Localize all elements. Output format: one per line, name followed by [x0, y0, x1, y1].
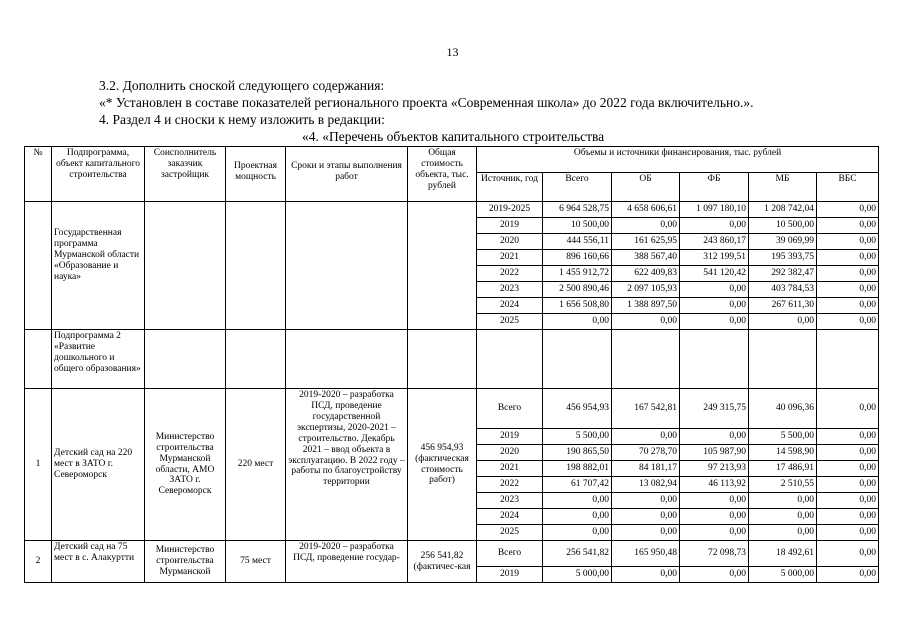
cell-amount: 541 120,42: [680, 266, 749, 282]
cell-amount: 0,00: [612, 493, 680, 509]
cell-amount: 167 542,81: [612, 389, 680, 429]
cell-amount: 0,00: [680, 509, 749, 525]
cell-amount: 0,00: [817, 567, 879, 583]
cell-amount: 39 069,99: [749, 234, 817, 250]
cell-amount: 403 784,53: [749, 282, 817, 298]
cell-empty: [226, 330, 286, 389]
cell-amount: 0,00: [543, 509, 612, 525]
cell-amount: 0,00: [680, 525, 749, 541]
cell-amount: 0,00: [680, 218, 749, 234]
cell-source-year: 2023: [477, 282, 543, 298]
cell-source-year: 2025: [477, 314, 543, 330]
cell-amount: 17 486,91: [749, 461, 817, 477]
cell-amount: 0,00: [749, 314, 817, 330]
cell-amount: 5 500,00: [543, 429, 612, 445]
cell-amount: 165 950,48: [612, 541, 680, 567]
cell-capacity: 220 мест: [226, 389, 286, 541]
cell-amount: 0,00: [817, 234, 879, 250]
cell-amount: 292 382,47: [749, 266, 817, 282]
cell-amount: 2 500 890,46: [543, 282, 612, 298]
cell-empty: [817, 330, 879, 389]
cell-amount: 456 954,93: [543, 389, 612, 429]
cell-amount: 0,00: [817, 525, 879, 541]
cell-amount: 195 393,75: [749, 250, 817, 266]
cell-source-year: 2023: [477, 493, 543, 509]
cell-terms: 2019-2020 – разработка ПСД, проведение государ-: [286, 541, 408, 583]
cell-source-year: 2024: [477, 509, 543, 525]
cell-amount: 0,00: [680, 298, 749, 314]
cell-amount: 10 500,00: [749, 218, 817, 234]
cell-amount: 0,00: [612, 509, 680, 525]
cell-amount: 0,00: [680, 493, 749, 509]
cell-amount: 0,00: [543, 493, 612, 509]
col-header-all: Всего: [543, 173, 612, 202]
cell-empty: [543, 330, 612, 389]
cell-amount: 10 500,00: [543, 218, 612, 234]
cell-empty: [286, 330, 408, 389]
cell-amount: 0,00: [817, 314, 879, 330]
cell-amount: 0,00: [612, 314, 680, 330]
cell-amount: 0,00: [612, 525, 680, 541]
cell-source-year: 2020: [477, 234, 543, 250]
cell-source-year: 2019-2025: [477, 202, 543, 218]
table-row: [25, 202, 879, 218]
cell-amount: 61 707,42: [543, 477, 612, 493]
cell-num: [25, 330, 52, 389]
cell-empty: [612, 330, 680, 389]
cell-amount: 0,00: [817, 541, 879, 567]
cell-amount: 0,00: [749, 525, 817, 541]
cell-total: 456 954,93 (фактическая стоимость работ): [408, 389, 477, 541]
cell-amount: 40 096,36: [749, 389, 817, 429]
cell-amount: 0,00: [680, 567, 749, 583]
cell-amount: 1 388 897,50: [612, 298, 680, 314]
cell-empty: [145, 330, 226, 389]
capital-construction-table: [24, 146, 879, 583]
paragraph-footnote: «* Установлен в составе показателей регионального проекта «Современная школа» до 2022 года включительно.».: [99, 95, 754, 110]
cell-amount: 0,00: [543, 525, 612, 541]
cell-amount: 70 278,70: [612, 445, 680, 461]
cell-source-year: 2020: [477, 445, 543, 461]
cell-num: [25, 202, 52, 330]
cell-amount: 1 455 912,72: [543, 266, 612, 282]
cell-amount: 896 160,66: [543, 250, 612, 266]
cell-amount: 0,00: [612, 567, 680, 583]
paragraph-4: 4. Раздел 4 и сноски к нему изложить в редакции:: [99, 112, 385, 127]
header-row: [25, 147, 879, 173]
cell-empty: [408, 330, 477, 389]
cell-amount: 0,00: [817, 461, 879, 477]
cell-amount: 0,00: [817, 266, 879, 282]
page-number: 13: [446, 45, 459, 59]
col-header-subprogram: Подпрограмма, объект капитального строительства: [52, 147, 145, 202]
col-header-vbs: ВБС: [817, 173, 879, 202]
col-header-total: Общая стоимость объекта, тыс. рублей: [408, 147, 477, 202]
cell-amount: 0,00: [680, 314, 749, 330]
cell-amount: 46 113,92: [680, 477, 749, 493]
cell-terms: [286, 202, 408, 330]
cell-amount: 0,00: [817, 445, 879, 461]
cell-source-year: 2019: [477, 567, 543, 583]
cell-amount: 0,00: [543, 314, 612, 330]
cell-amount: 2 097 105,93: [612, 282, 680, 298]
cell-source-year: 2025: [477, 525, 543, 541]
section-title: «4. «Перечень объектов капитального строительства: [302, 129, 605, 144]
cell-amount: 0,00: [817, 250, 879, 266]
cell-amount: 0,00: [817, 389, 879, 429]
cell-total: [408, 202, 477, 330]
cell-amount: 0,00: [680, 429, 749, 445]
cell-terms: 2019-2020 – разработка ПСД, проведение государственной экспертизы, 2020-2021 – строительство. Декабрь 2021 – ввод объекта в эксплуатацию. В 2022 году – работы по благоустройству территории: [286, 389, 408, 541]
cell-amount: 444 556,11: [543, 234, 612, 250]
cell-amount: 13 082,94: [612, 477, 680, 493]
cell-amount: 105 987,90: [680, 445, 749, 461]
col-header-mb: МБ: [749, 173, 817, 202]
cell-amount: 5 000,00: [749, 567, 817, 583]
cell-amount: 6 964 528,75: [543, 202, 612, 218]
cell-amount: 256 541,82: [543, 541, 612, 567]
cell-amount: 0,00: [817, 282, 879, 298]
cell-executor: Министерство строительства Мурманской области, АМО ЗАТО г. Североморск: [145, 389, 226, 541]
cell-name: Детский сад на 220 мест в ЗАТО г. Североморск: [52, 389, 145, 541]
cell-amount: 249 315,75: [680, 389, 749, 429]
cell-num: 2: [25, 541, 52, 583]
cell-source-year: 2024: [477, 298, 543, 314]
cell-amount: 5 000,00: [543, 567, 612, 583]
cell-amount: 0,00: [817, 202, 879, 218]
cell-amount: 0,00: [817, 477, 879, 493]
col-header-source: Источник, год: [477, 173, 543, 202]
col-header-ob: ОБ: [612, 173, 680, 202]
cell-amount: 4 658 606,61: [612, 202, 680, 218]
cell-amount: 0,00: [749, 509, 817, 525]
cell-amount: 5 500,00: [749, 429, 817, 445]
cell-amount: 190 865,50: [543, 445, 612, 461]
paragraph-3-2: 3.2. Дополнить сноской следующего содержания:: [99, 78, 385, 93]
cell-amount: 0,00: [817, 493, 879, 509]
cell-amount: 161 625,95: [612, 234, 680, 250]
cell-name: Подпрограмма 2 «Развитие дошкольного и общего образования»: [52, 330, 145, 389]
cell-empty: [680, 330, 749, 389]
cell-amount: 388 567,40: [612, 250, 680, 266]
cell-name: Государственная программа Мурманской области «Образование и наука»: [52, 202, 145, 330]
cell-amount: 72 098,73: [680, 541, 749, 567]
cell-amount: 0,00: [817, 218, 879, 234]
cell-source-year: 2022: [477, 477, 543, 493]
col-header-terms: Сроки и этапы выполнения работ: [286, 147, 408, 202]
cell-amount: 18 492,61: [749, 541, 817, 567]
cell-source-year: 2021: [477, 250, 543, 266]
cell-amount: 97 213,93: [680, 461, 749, 477]
col-header-fb: ФБ: [680, 173, 749, 202]
table-row: [25, 330, 879, 389]
cell-amount: 622 409,83: [612, 266, 680, 282]
cell-executor: Министерство строительства Мурманской: [145, 541, 226, 583]
cell-source-year: 2019: [477, 218, 543, 234]
cell-amount: 0,00: [680, 282, 749, 298]
cell-amount: 1 656 508,80: [543, 298, 612, 314]
cell-source-year: 2019: [477, 429, 543, 445]
cell-amount: 0,00: [817, 509, 879, 525]
cell-empty: [749, 330, 817, 389]
cell-amount: 267 611,30: [749, 298, 817, 314]
cell-amount: 0,00: [612, 218, 680, 234]
cell-num: 1: [25, 389, 52, 541]
cell-source-year: 2022: [477, 266, 543, 282]
cell-amount: 84 181,17: [612, 461, 680, 477]
col-header-num: №: [25, 147, 52, 202]
cell-amount: 198 882,01: [543, 461, 612, 477]
cell-total: 256 541,82 (фактичес-кая: [408, 541, 477, 583]
col-header-executor: Соисполнитель заказчик застройщик: [145, 147, 226, 202]
cell-source-year: Всего: [477, 541, 543, 567]
cell-amount: 312 199,51: [680, 250, 749, 266]
cell-name: Детский сад на 75 мест в с. Алакуртти: [52, 541, 145, 583]
col-header-funding: Объемы и источники финансирования, тыс. рублей: [477, 147, 879, 173]
cell-amount: 243 860,17: [680, 234, 749, 250]
col-header-capacity: Проектная мощность: [226, 147, 286, 202]
table-row: [25, 541, 879, 567]
cell-amount: 0,00: [817, 429, 879, 445]
cell-empty: [477, 330, 543, 389]
cell-amount: 1 208 742,04: [749, 202, 817, 218]
cell-amount: 1 097 180,10: [680, 202, 749, 218]
cell-source-year: Всего: [477, 389, 543, 429]
cell-amount: 0,00: [749, 493, 817, 509]
cell-source-year: 2021: [477, 461, 543, 477]
table-row: [25, 389, 879, 429]
cell-amount: 2 510,55: [749, 477, 817, 493]
cell-amount: 0,00: [612, 429, 680, 445]
cell-capacity: 75 мест: [226, 541, 286, 583]
cell-amount: 14 598,90: [749, 445, 817, 461]
cell-amount: 0,00: [817, 298, 879, 314]
cell-capacity: [226, 202, 286, 330]
cell-executor: [145, 202, 226, 330]
